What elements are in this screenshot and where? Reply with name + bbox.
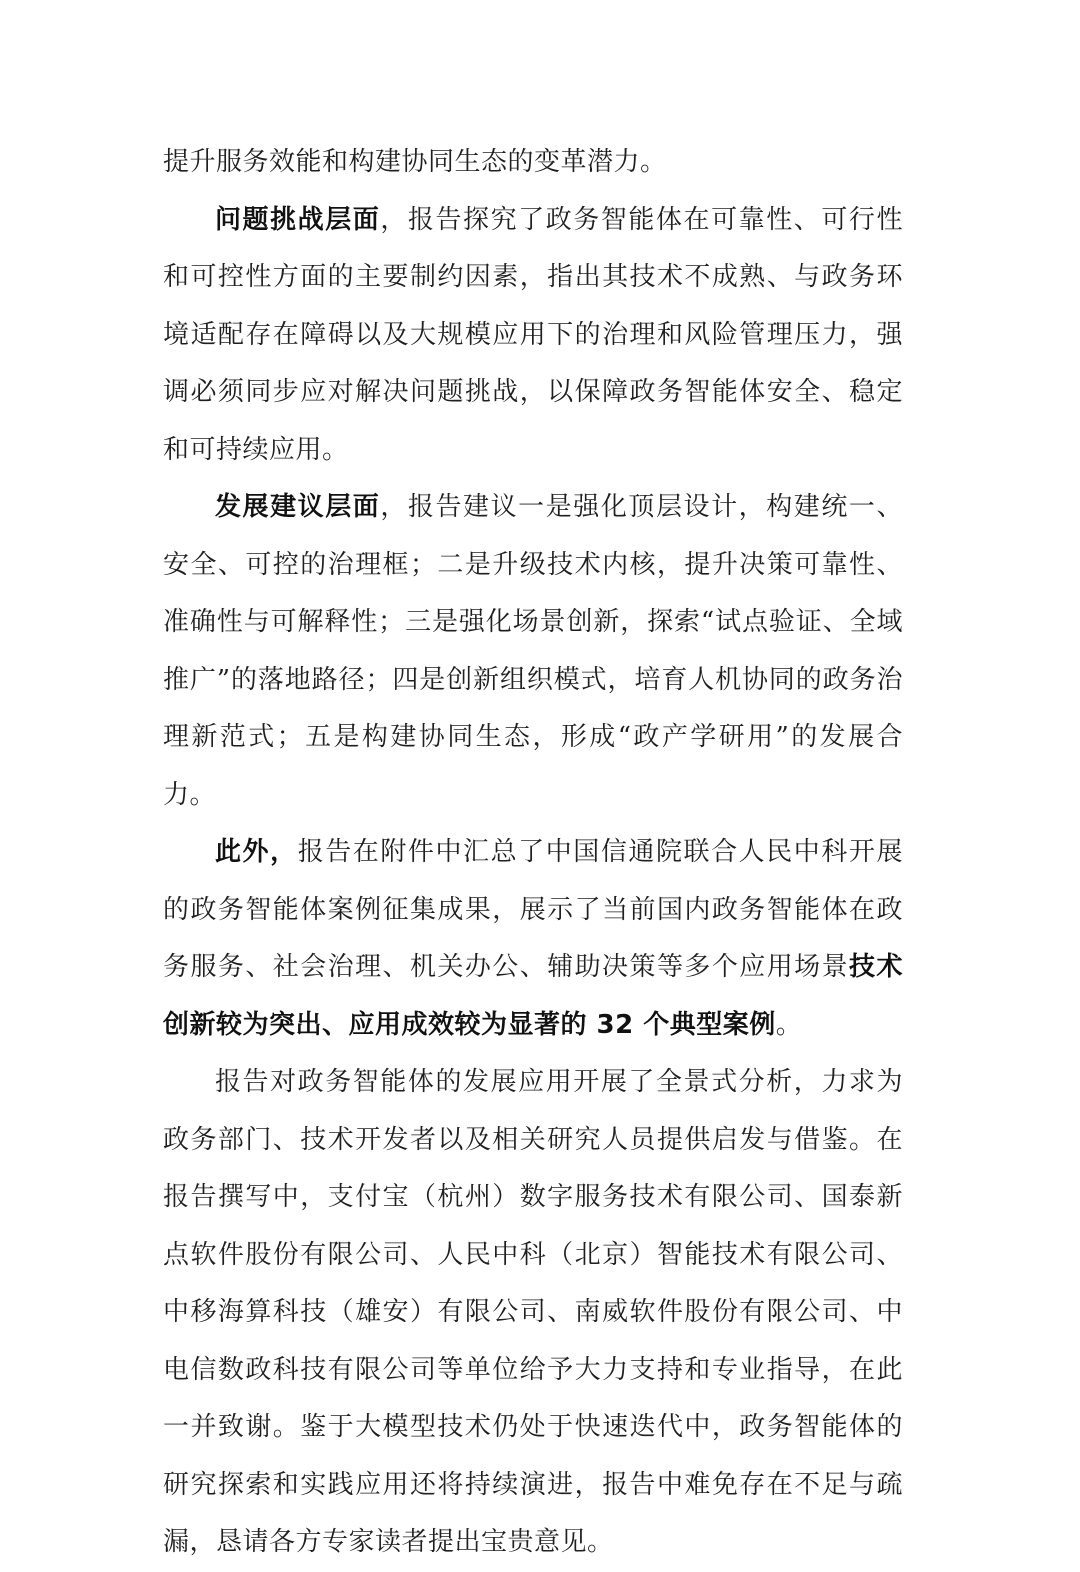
paragraph-acknowledgement [163,1054,903,1572]
paragraph-heading: 问题挑战层面 [215,204,381,235]
paragraph-challenges [163,192,903,480]
text-run: 提升服务效能和构建协同生态的变革潜力。 [163,147,667,177]
paragraph-continuation [163,134,903,192]
paragraph-recommendations [163,479,903,824]
text-run: 报告对政务智能体的发展应用开展了全景式分析，力求为政务部门、技术开发者以及相关研究人员提供启发与借鉴。在报告撰写中，支付宝（杭州）数字服务技术有限公司、国泰新点软件股份有限公司、人民中科（北京）智能技术有限公司、中移海算科技（雄安）有限公司、南威软件股份有限公司、中电信数政科技有限公司等单位给予大力支持和专业指导，在此一并致谢。鉴于大模型技术仍处于快速迭代中，政务智能体的研究探索和实践应用还将持续演进，报告中难免存在不足与疏漏，恳请各方专家读者提出宝贵意见。 [163,1067,903,1557]
text-run: ，报告建议一是强化顶层设计，构建统一、安全、可控的治理框；二是升级技术内核，提升决策可靠性、准确性与可解释性；三是强化场景创新，探索“试点验证、全域推广”的落地路径；四是创新组织模式，培育人机协同的政务治理新范式；五是构建协同生态，形成“政产学研用”的发展合力。 [163,492,903,810]
highlighted-text: 技术创新较为突出、应用成效较为显著的 32 个典型案例 [163,952,903,1040]
paragraph-heading: 发展建议层面 [215,492,381,522]
text-run: ，报告探究了政务智能体在可靠性、可行性和可控性方面的主要制约因素，指出其技术不成熟、与政务环境适配存在障碍以及大规模应用下的治理和风险管理压力，强调必须同步应对解决问题挑战，以保障政务智能体安全、稳定和可持续应用。 [163,204,903,465]
paragraph-appendix [163,824,903,1054]
paragraph-heading: 此外， [215,837,298,867]
text-run: 报告在附件中汇总了中国信通院联合人民中科开展的政务智能体案例征集成果，展示了当前国内政务智能体在政务服务、社会治理、机关办公、辅助决策等多个应用场景 [163,837,903,982]
body-text [163,134,903,1572]
text-run: 。 [775,1009,803,1040]
